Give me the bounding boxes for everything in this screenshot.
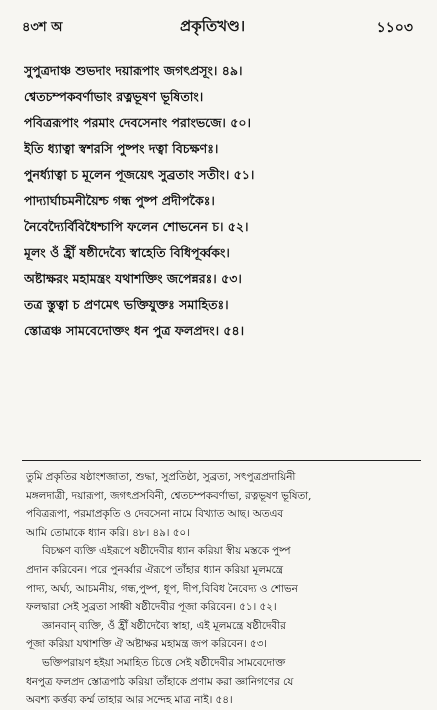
commentary-line: ফলদ্বারা সেই সুব্রতা সাধ্বী ষষ্ঠীদেবীর পূজা করিবেন। ৫১। ৫২। [26, 601, 277, 614]
commentary-line: পাদ্য, অর্ঘ্য, আচমনীয়, গন্ধ,পুষ্প, ধূপ, দীপ,বিবিধ নৈবেদ্য ও শোভন [26, 582, 298, 595]
chapter-number: ৪৩শ অ [22, 20, 63, 35]
page-number: ১১০৩ [376, 20, 413, 36]
commentary-line: ভক্তিপরায়ণ হইয়া সমাহিত চিত্তে সেই ষষ্ঠীদেবীর সামবেদোক্ত [42, 656, 286, 669]
commentary-line: পবিত্ররূপা, পরমাপ্রকৃতি ও দেবসেনা নামে বিখ্যাত আছ। অতএব [26, 508, 284, 521]
commentary-line: ধনপুত্র ফলপ্রদ স্তোত্রপাঠ করিয়া তাঁহাকে প্রণাম করা জ্ঞানিগণের যে [26, 675, 294, 688]
verse-line: মূলং ওঁ হ্রীঁ ষষ্ঠীদেব্যৈ স্বাহেতি বিধিপূর্ব্বকং। [24, 245, 230, 260]
verse-line: ইতি ধ্যাত্বা স্বশরসি পুষ্পং দত্বা বিচক্ষণঃ। [24, 141, 219, 156]
commentary-line: অবশ্য কর্ত্তব্য কর্ম্ম তাহার আর সন্দেহ মাত্র নাই। ৫৪। [26, 694, 233, 707]
verse-line: স্তোত্রঞ্চ সামবেদোক্তং ধন পুত্র ফলপ্রদং। ৫৪। [24, 323, 245, 338]
bengali-commentary [26, 468, 422, 710]
section-title: প্রকৃতিখণ্ড। [180, 17, 246, 35]
commentary-line: প্রদান করিবেন। পরে পুনর্ব্বার ঐরূপে তাঁহার ধ্যান করিয়া মূলমন্ত্রে [26, 563, 283, 576]
commentary-line: পূজা করিয়া যথাশক্তি ঐ অষ্টাক্ষর মহামন্ত্র জপ করিবেন। ৫৩। [26, 638, 267, 651]
commentary-line: জ্ঞানবান্ ব্যক্তি, ওঁ হ্রীঁ ষষ্ঠীদেব্যৈ স্বাহা, এই মূলমন্ত্রে ষষ্ঠীদেবীর [42, 619, 286, 632]
verse-line: পবিত্ররূপাং পরমাং দেবসেনাং পরাংভজে। ৫০। [24, 115, 251, 130]
sanskrit-verses [24, 58, 416, 344]
verse-line: অষ্টাক্ষরং মহামন্ত্রং যথাশক্তিং জপেন্নরঃ। ৫৩। [24, 271, 242, 286]
page-header [22, 12, 413, 42]
commentary-line: বিচক্ষণ ব্যক্তি এইরূপে ষষ্ঠীদেবীর ধ্যান করিয়া স্বীয় মস্তকে পুষ্প [42, 545, 291, 558]
verse-line: শ্বেতচম্পকবর্ণাভাং রত্নভূষণ ভূষিতাং। [24, 89, 204, 104]
verse-line: নৈবেদ্যৈর্বিবিধৈশ্চাপি ফলেন শোভনেন চ। ৫২। [24, 219, 249, 234]
commentary-line: তুমি প্রকৃতির ষষ্ঠাংশজাতা, শুদ্ধা, সুপ্রতিষ্ঠা, সুব্রতা, সৎপুত্রপ্রদায়িনী [26, 471, 296, 483]
section-divider [22, 460, 421, 461]
verse-line: পুনর্ধ্যাত্বা চ মূলেন পূজয়েৎ সুব্রতাং সতীং। ৫১। [24, 167, 255, 182]
verse-line: পাদ্যার্ঘাচমনীয়ৈশ্চ গন্ধ পুষ্প প্রদীপকৈঃ। [24, 193, 215, 208]
verse-line: সুপুত্রদাঞ্চ শুভদাং দয়ারূপাং জগৎপ্রসূং। ৪৯। [24, 63, 243, 78]
verse-line: তত্র স্তুত্বা চ প্রণমেৎ ভক্তিযুক্তঃ সমাহিতঃ। [24, 297, 229, 312]
commentary-line: মঙ্গলদাত্রী, দয়ারূপা, জগৎপ্রসবিনী, শ্বেতচম্পকবর্ণাভা, রত্নভূষণ ভূষিতা, [26, 489, 312, 502]
commentary-line: আমি তোমাকে ধ্যান করি। ৪৮। ৪৯। ৫০। [26, 526, 190, 539]
